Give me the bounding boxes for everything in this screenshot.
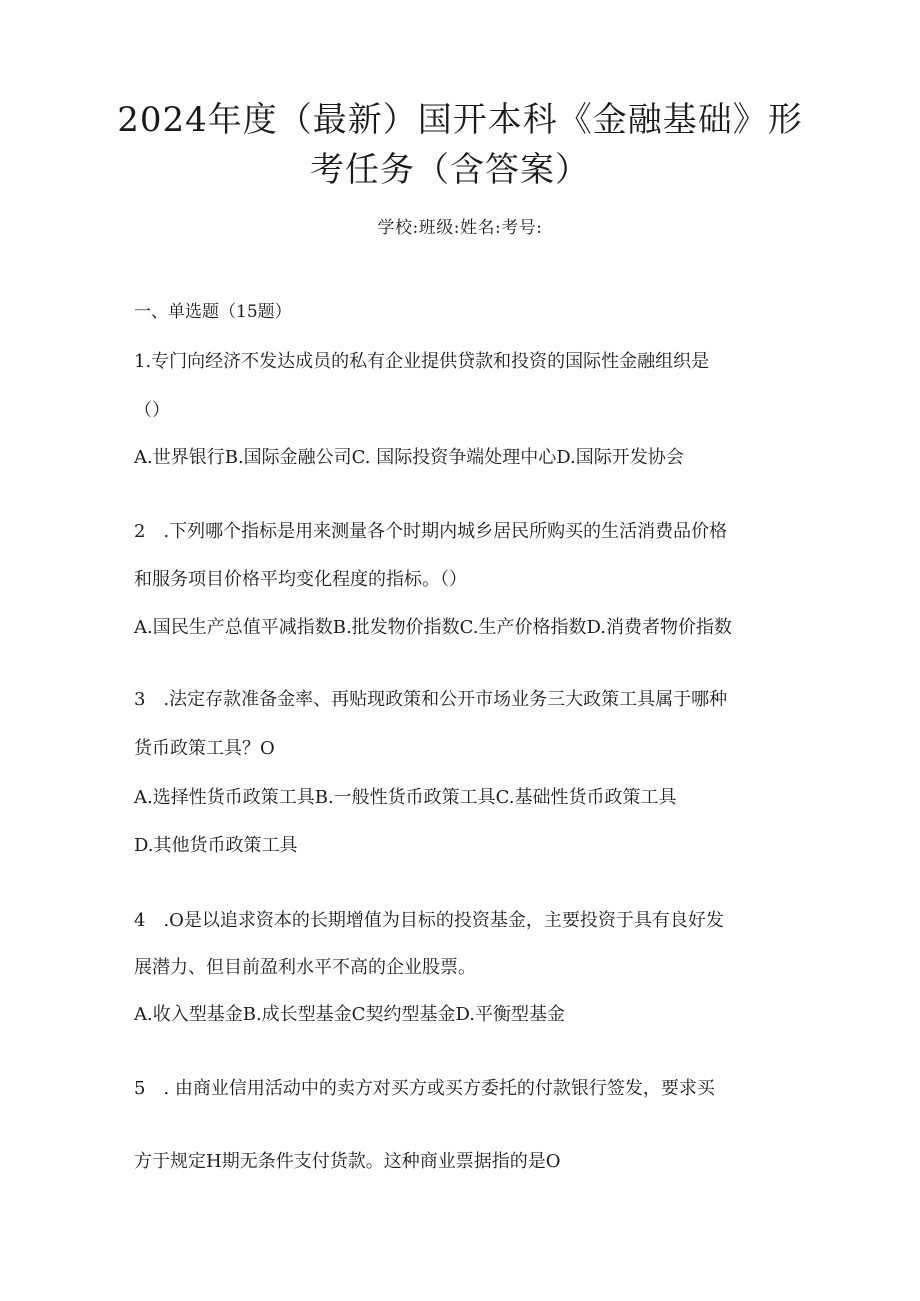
- question-1-options: A.世界银行B.国际金融公司C. 国际投资争端处理中心D.国际开发协会: [134, 447, 684, 468]
- question-2-stem-line-2: 和服务项目价格平均变化程度的指标。（）: [134, 569, 467, 590]
- student-info-line: 学校:班级:姓名:考号:: [377, 218, 543, 238]
- question-3-options-line-2: D.其他货币政策工具: [134, 835, 298, 856]
- section-heading: 一、单选题（15题）: [134, 302, 292, 322]
- question-1-stem-line-1: 1.专门向经济不发达成员的私有企业提供贷款和投资的国际性金融组织是: [134, 351, 710, 372]
- question-4-options: A.收入型基金B.成长型基金C契约型基金D.平衡型基金: [134, 1004, 565, 1025]
- question-3-stem-line-1: 3 .法定存款准备金率、再贴现政策和公开市场业务三大政策工具属于哪种: [134, 689, 728, 710]
- question-2-stem-line-1: 2 .下列哪个指标是用来测量各个时期内城乡居民所购买的生活消费品价格: [134, 521, 728, 542]
- question-3-stem-line-2: 货币政策工具？O: [134, 738, 275, 759]
- question-5-stem-line-2: 方于规定H期无条件支付货款。这种商业票据指的是O: [134, 1151, 561, 1172]
- document-title-line-2: 考任务（含答案）: [310, 150, 590, 190]
- question-4-stem-line-2: 展潜力、但目前盈利水平不高的企业股票。: [134, 957, 476, 978]
- question-2-options: A.国民生产总值平减指数B.批发物价指数C.生产价格指数D.消费者物价指数: [134, 617, 733, 638]
- question-4-stem-line-1: 4 .O是以追求资本的长期增值为目标的投资基金，主要投资于具有良好发: [134, 910, 724, 931]
- document-title-line-1: 2024年度（最新）国开本科《金融基础》形: [117, 100, 803, 140]
- question-3-options-line-1: A.选择性货币政策工具B.一般性货币政策工具C.基础性货币政策工具: [134, 787, 677, 808]
- question-1-stem-line-2: （）: [134, 400, 170, 421]
- question-5-stem-line-1: 5 . 由商业信用活动中的卖方对买方或买方委托的付款银行签发，要求买: [134, 1078, 715, 1099]
